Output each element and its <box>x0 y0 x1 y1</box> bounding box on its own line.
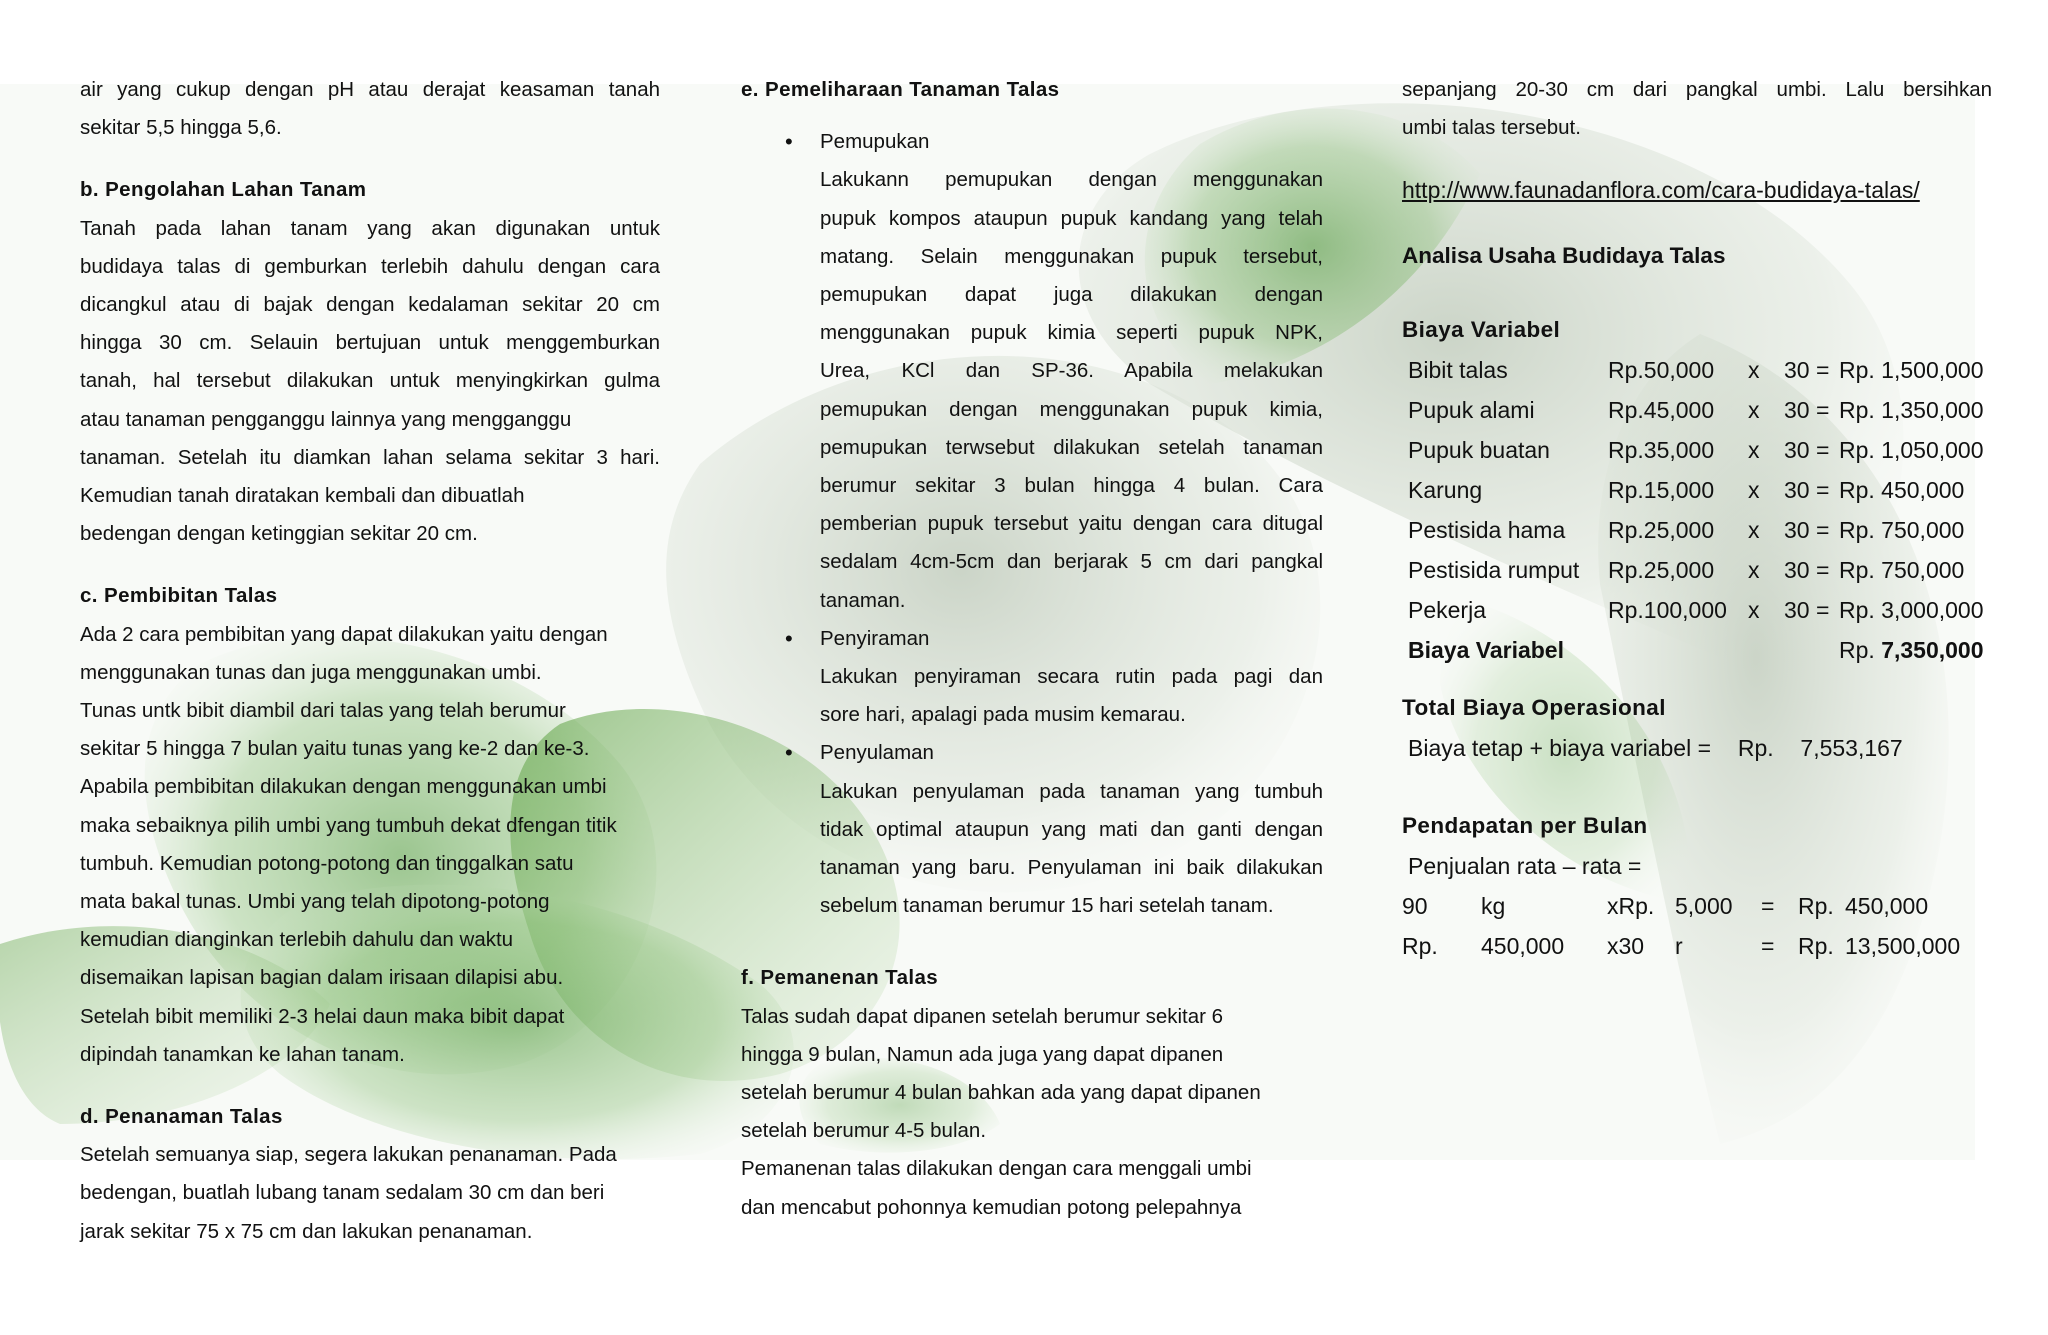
cost-price: Rp.25,000 <box>1608 556 1715 583</box>
operational-heading: Total Biaya Operasional <box>1402 694 1666 720</box>
income-cell: 5,000 <box>1675 892 1733 919</box>
bullet-icon: • <box>785 625 793 651</box>
list-item <box>741 620 1323 735</box>
item-title: Penyiraman <box>820 626 930 650</box>
cost-qty: 30 = <box>1784 596 1830 623</box>
source-link[interactable]: http://www.faunadanflora.com/cara-budidaya-talas/ <box>1402 177 1920 204</box>
cost-total: Rp. 1,050,000 <box>1839 436 1984 463</box>
cost-name: Pupuk buatan <box>1408 436 1550 463</box>
text-line: disemaikan lapisan bagian dalam irisaan dilapisi abu. <box>80 966 564 990</box>
income-cell: r <box>1675 932 1683 959</box>
text-line: hingga 9 bulan, Namun ada juga yang dapat dipanen <box>741 1042 1224 1066</box>
table-row <box>1408 430 1984 470</box>
income-cell: = <box>1761 892 1775 919</box>
item-title: Pemupukan <box>820 130 930 154</box>
cost-total: Rp. 450,000 <box>1839 476 1965 503</box>
text-line: tanaman. <box>820 588 906 612</box>
text-line: tanaman yang baru. Penyulaman ini baik dilakukan <box>820 856 1323 880</box>
text-line: sedalam 4cm-5cm dan berjarak 5 cm dari pangkal <box>820 550 1323 574</box>
variable-total-label: Biaya Variabel <box>1408 636 1564 663</box>
section-heading-e: e. Pemeliharaan Tanaman Talas <box>741 78 1060 101</box>
table-row <box>1402 926 1960 966</box>
cost-qty: 30 = <box>1784 476 1830 503</box>
text-line: setelah berumur 4 bulan bahkan ada yang dapat dipanen <box>741 1081 1261 1105</box>
cost-qty: 30 = <box>1784 436 1830 463</box>
text-line: Urea, KCl dan SP-36. Apabila melakukan <box>820 359 1323 383</box>
section-heading-c: c. Pembibitan Talas <box>80 584 278 608</box>
text-line: pemupukan terwsebut dilakukan setelah tanaman <box>820 435 1323 459</box>
income-cell: 450,000 <box>1481 932 1565 959</box>
column-left <box>80 71 660 1251</box>
table-row <box>1408 390 1984 430</box>
text-line: Talas sudah dapat dipanen setelah berumur sekitar 6 <box>741 1004 1224 1028</box>
cost-qty: 30 = <box>1784 396 1830 423</box>
variable-total-value: 7,350,000 <box>1881 636 1984 663</box>
income-cell: = <box>1761 932 1775 959</box>
cost-times: x <box>1748 436 1760 463</box>
text-line: Setelah bibit memiliki 2-3 helai daun maka bibit dapat <box>80 1004 565 1028</box>
text-line: Lakukan penyulaman pada tanaman yang tumbuh <box>820 779 1323 803</box>
table-row <box>1408 550 1984 590</box>
text-line: Kemudian tanah diratakan kembali dan dibuatlah <box>80 484 525 508</box>
maintenance-list <box>741 123 1323 925</box>
table-row <box>1402 886 1960 926</box>
income-cell: Rp. <box>1798 932 1834 959</box>
income-cell: Rp. <box>1798 892 1834 919</box>
cost-qty: 30 = <box>1784 356 1830 383</box>
cost-times: x <box>1748 356 1760 383</box>
text-line: Tunas untk bibit diambil dari talas yang telah berumur <box>80 699 566 723</box>
text-line: umbi talas tersebut. <box>1402 116 1581 140</box>
bullet-icon: • <box>785 740 793 766</box>
income-table <box>1402 886 1960 966</box>
text-line: tanaman. Setelah itu diamkan lahan selama sekitar 3 hari. <box>80 445 660 469</box>
cost-price: Rp.35,000 <box>1608 436 1715 463</box>
cost-times: x <box>1748 516 1760 543</box>
text-line: Setelah semuanya siap, segera lakukan penanaman. Pada <box>80 1143 617 1167</box>
cost-name: Pestisida hama <box>1408 516 1566 543</box>
cost-qty: 30 = <box>1784 556 1830 583</box>
table-row <box>1408 350 1984 390</box>
cost-name: Bibit talas <box>1408 356 1508 383</box>
list-item <box>741 123 1323 620</box>
text-line: pemberian pupuk tersebut yaitu dengan cara ditugal <box>820 512 1323 536</box>
text-line: Lakukann pemupukan dengan menggunakan <box>820 168 1323 192</box>
text-line: sekitar 5,5 hingga 5,6. <box>80 116 282 140</box>
text-line: tumbuh. Kemudian potong-potong dan tinggalkan satu <box>80 851 574 875</box>
text-line: bedengan dengan ketinggian sekitar 20 cm. <box>80 522 478 546</box>
table-row <box>1408 470 1984 510</box>
operational-label: Biaya tetap + biaya variabel = <box>1408 734 1712 761</box>
income-cell: kg <box>1481 892 1506 919</box>
text-line: pupuk kompos ataupun pupuk kandang yang telah <box>820 206 1323 230</box>
text-line: sebelum tanaman berumur 15 hari setelah tanam. <box>820 894 1274 918</box>
text-line: menggunakan pupuk kimia seperti pupuk NPK, <box>820 321 1323 345</box>
cost-times: x <box>1748 396 1760 423</box>
income-cell: 90 <box>1402 892 1428 919</box>
cost-total: Rp. 3,000,000 <box>1839 596 1984 623</box>
cost-name: Pupuk alami <box>1408 396 1535 423</box>
column-middle <box>741 71 1323 1227</box>
income-cell: xRp. <box>1607 892 1655 919</box>
text-line: maka sebaiknya pilih umbi yang tumbuh dekat dfengan titik <box>80 813 617 837</box>
text-line: atau tanaman pengganggu lainnya yang mengganggu <box>80 407 572 431</box>
text-line: bedengan, buatlah lubang tanam sedalam 30 cm dan beri <box>80 1181 605 1205</box>
income-cell: 450,000 <box>1845 892 1929 919</box>
column-right <box>1402 71 1992 966</box>
cost-times: x <box>1748 596 1760 623</box>
variable-cost-table <box>1408 350 1984 670</box>
cost-total: Rp. 750,000 <box>1839 516 1965 543</box>
operational-value: 7,553,167 <box>1800 734 1903 761</box>
text-line: pemupukan dapat juga dilakukan dengan <box>820 283 1323 307</box>
text-line: dan mencabut pohonnya kemudian potong pelepahnya <box>741 1195 1242 1219</box>
cost-price: Rp.100,000 <box>1608 596 1727 623</box>
cost-price: Rp.45,000 <box>1608 396 1715 423</box>
text-line: pemupukan dengan menggunakan pupuk kimia, <box>820 397 1323 421</box>
text-line: Lakukan penyiraman secara rutin pada pagi dan <box>820 665 1323 689</box>
text-line: menggunakan tunas dan juga menggunakan umbi. <box>80 660 542 684</box>
text-line: Pemanenan talas dilakukan dengan cara menggali umbi <box>741 1157 1252 1181</box>
text-line: hingga 30 cm. Selauin bertujuan untuk menggemburkan <box>80 331 660 355</box>
text-line: Apabila pembibitan dilakukan dengan menggunakan umbi <box>80 775 607 799</box>
text-line: jarak sekitar 75 x 75 cm dan lakukan penanaman. <box>80 1219 533 1243</box>
list-item <box>741 734 1323 925</box>
text-line: mata bakal tunas. Umbi yang telah dipotong-potong <box>80 890 550 914</box>
text-line: matang. Selain menggunakan pupuk tersebut, <box>820 244 1323 268</box>
text-line: berumur sekitar 3 bulan hingga 4 bulan. Cara <box>820 474 1323 498</box>
income-heading: Pendapatan per Bulan <box>1402 812 1648 838</box>
analysis-heading: Analisa Usaha Budidaya Talas <box>1402 242 1726 268</box>
cost-times: x <box>1748 556 1760 583</box>
income-cell: 13,500,000 <box>1845 932 1961 959</box>
income-cell: Rp. <box>1402 932 1438 959</box>
text-line: air yang cukup dengan pH atau derajat keasaman tanah <box>80 78 660 101</box>
cost-name: Pekerja <box>1408 596 1486 623</box>
text-line: Tanah pada lahan tanam yang akan digunakan untuk <box>80 216 660 240</box>
cost-price: Rp.15,000 <box>1608 476 1715 503</box>
income-cell: x30 <box>1607 932 1645 959</box>
text-line: dicangkul atau di bajak dengan kedalaman sekitar 20 cm <box>80 293 660 317</box>
cost-total: Rp. 750,000 <box>1839 556 1965 583</box>
cost-name: Karung <box>1408 476 1483 503</box>
bullet-icon: • <box>785 129 793 155</box>
cost-total: Rp. 1,500,000 <box>1839 356 1984 383</box>
text-line: sekitar 5 hingga 7 bulan yaitu tunas yang ke-2 dan ke-3. <box>80 737 590 761</box>
operational-prefix: Rp. <box>1737 734 1774 761</box>
text-line: tanah, hal tersebut dilakukan untuk menyingkirkan gulma <box>80 369 660 393</box>
text-line: setelah berumur 4-5 bulan. <box>741 1119 987 1143</box>
cost-times: x <box>1748 476 1760 503</box>
text-line: kemudian dianginkan terlebih dahulu dan waktu <box>80 928 514 952</box>
text-line: tidak optimal ataupun yang mati dan ganti dengan <box>820 817 1323 841</box>
variable-total-prefix: Rp. <box>1839 636 1875 663</box>
cost-name: Pestisida rumput <box>1408 556 1580 583</box>
cost-price: Rp.50,000 <box>1608 356 1715 383</box>
cost-price: Rp.25,000 <box>1608 516 1715 543</box>
table-row <box>1408 590 1984 630</box>
item-title: Penyulaman <box>820 741 934 765</box>
income-label: Penjualan rata – rata = <box>1408 852 1642 879</box>
text-line: sepanjang 20-30 cm dari pangkal umbi. Lalu bersihkan <box>1402 78 1992 101</box>
section-heading-b: b. Pengolahan Lahan Tanam <box>80 178 367 202</box>
section-heading-f: f. Pemanenan Talas <box>741 966 939 990</box>
text-line: budidaya talas di gemburkan terlebih dahulu dengan cara <box>80 254 660 278</box>
text-line: dipindah tanamkan ke lahan tanam. <box>80 1042 405 1066</box>
section-heading-d: d. Penanaman Talas <box>80 1105 283 1129</box>
variable-cost-heading: Biaya Variabel <box>1402 316 1561 342</box>
cost-total: Rp. 1,350,000 <box>1839 396 1984 423</box>
table-row-total <box>1408 630 1984 670</box>
text-line: Ada 2 cara pembibitan yang dapat dilakukan yaitu dengan <box>80 622 608 646</box>
table-row <box>1408 510 1984 550</box>
text-line: sore hari, apalagi pada musim kemarau. <box>820 703 1186 727</box>
cost-qty: 30 = <box>1784 516 1830 543</box>
